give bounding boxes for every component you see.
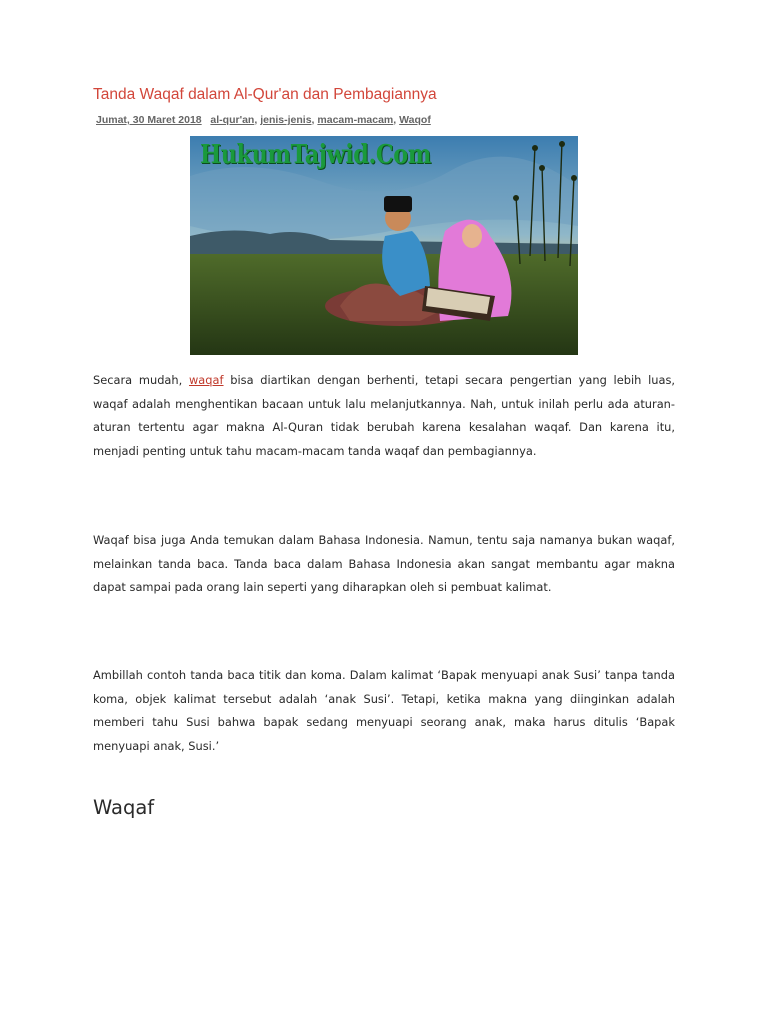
hero-image — [190, 136, 578, 355]
article-title: Tanda Waqaf dalam Al-Qur'an dan Pembagiannya — [93, 86, 437, 103]
tag-separator: , — [393, 114, 400, 126]
article-date[interactable]: Jumat, 30 Maret 2018 — [96, 114, 202, 126]
section-heading-waqaf: Waqaf — [93, 796, 155, 819]
tag-separator: , — [254, 114, 261, 126]
tag-separator: , — [311, 114, 318, 126]
paragraph-1-lead: Secara mudah, — [93, 373, 189, 387]
article-meta — [96, 114, 431, 126]
paragraph-1-body: bisa diartikan dengan berhenti, tetapi secara pengertian yang lebih luas, waqaf adalah menghentikan bacaan untuk lalu melanjutkannya. Nah, untuk inilah perlu ada aturan-aturan tertentu agar makna Al-Quran tidak berubah karena kesalahan waqaf. Dan karena itu, menjadi penting untuk tahu macam-macam tanda waqaf dan pembagiannya. — [93, 373, 675, 458]
hero-watermark: HukumTajwid.Com — [200, 140, 431, 170]
paragraph-3: Ambillah contoh tanda baca titik dan koma. Dalam kalimat ‘Bapak menyuapi anak Susi’ tanpa tanda koma, objek kalimat tersebut adalah ‘anak Susi’. Tetapi, ketika makna yang diinginkan adalah memberi tahu Susi bahwa bapak sedang menyuapi seorang anak, maka harus ditulis ‘Bapak menyuapi anak, Susi.’ — [93, 668, 675, 753]
paragraph-1 — [93, 369, 675, 463]
tag-link-al-quran[interactable]: al-qur'an — [210, 114, 255, 126]
tag-link-macam-macam[interactable]: macam-macam — [317, 114, 394, 126]
waqaf-link[interactable]: waqaf — [188, 373, 224, 387]
tag-link-waqof[interactable]: Waqof — [399, 114, 431, 126]
tag-link-jenis-jenis[interactable]: jenis-jenis — [260, 114, 312, 126]
paragraph-2: Waqaf bisa juga Anda temukan dalam Bahasa Indonesia. Namun, tentu saja namanya bukan waqaf, melainkan tanda baca. Tanda baca dalam Bahasa Indonesia akan sangat membantu agar makna dapat sampai pada orang lain seperti yang diharapkan oleh si pembuat kalimat. — [93, 533, 675, 594]
